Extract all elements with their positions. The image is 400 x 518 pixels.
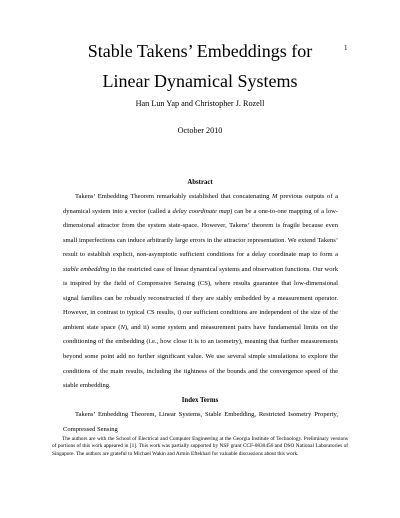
abstract-text-part: in the restricted case of linear dynamical systems and observation functions. Our work is inspired by the field of Compressive Sensing (CS), where results guarantee that low-dimensional signal families can be robustly reconstructed if they are stably embedded by a measurement operator. However, in contrast to typical CS results, i) our sufficient conditions are independent of the size of the ambient state space ( (63, 265, 338, 331)
abstract-math-n: N (120, 323, 125, 331)
abstract-text-part: ) can be a one-to-one mapping of a low-dimensional attractor from the system state-space. However, Takens’ theorem is fragile because even small imperfections can induce arbitrarily large errors in the attractor representation. We extend Takens’ result to establish explicit, non-asymptotic sufficient conditions for a delay coordinate map to form a (63, 207, 338, 259)
index-terms-heading: Index Terms (181, 397, 219, 404)
abstract-term-stable-embedding: stable embedding (63, 265, 110, 273)
abstract-term-delay-coordinate-map: delay coordinate map (172, 207, 231, 215)
abstract-text-part: Takens’ Embedding Theorem remarkably established that concatenating (75, 193, 272, 200)
authors: Han Lun Yap and Christopher J. Rozell (135, 99, 265, 108)
abstract-heading: Abstract (187, 179, 213, 186)
abstract-text-part: previous outputs of a dynamical system into a vector (called a (63, 193, 338, 215)
title-line-2: Linear Dynamical Systems (102, 71, 298, 91)
abstract-text-part: ), and ii) some system and measurement pairs have fundamental limits on the conditioning of the embedding (i.e., how close it is to an isometry), meaning that further measurements beyond some point add no further significant value. We use several simple simulations to explore the conditions of the main results, including the tightness of the bounds and the convergence speed of the stable embedding. (63, 323, 339, 390)
page-number: 1 (344, 44, 348, 52)
author-footnote: The authors are with the School of Electrical and Computer Engineering at the Georgia Institute of Technology. Preliminary versions of portions of this work appeared in [1]. This work was partially supported by NSF grant CCF-0830456 and DSO National Laboratories of Singapore. The authors are grateful to Michael Wakin and Armin Eftekhari for valuable discussions about this work. (52, 436, 348, 457)
index-terms-text: Takens’ Embedding Theorem, Linear Systems, Stable Embedding, Restricted Isometry Property, Compressed Sensing (63, 411, 338, 433)
title-line-1: Stable Takens’ Embeddings for (87, 41, 313, 61)
publication-date: October 2010 (177, 126, 223, 135)
abstract-text (63, 190, 338, 394)
abstract-math-m: M (272, 193, 278, 200)
